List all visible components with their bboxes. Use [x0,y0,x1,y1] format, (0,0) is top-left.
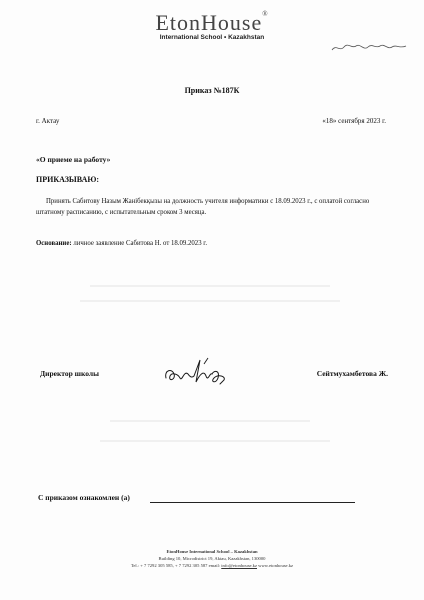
registered-mark: ® [262,10,269,18]
acknowledgment-signature-line [150,502,355,503]
scan-artifact [100,440,330,442]
footer-email: info@etonhouse.kz [221,563,258,568]
footer-phones: Tel.: + 7 7292 305 585, + 7 7292 305 587 email: [130,563,222,568]
school-logo [0,10,424,41]
footer-school-name: EtonHouse International School – Kazakhstan [166,549,258,554]
page-footer [0,548,424,569]
footer-contacts [0,562,424,569]
scan-artifact [110,420,310,422]
director-label: Директор школы [40,369,99,378]
order-city: г. Актау [36,117,60,125]
order-title: Приказ №187К [184,86,240,95]
handwritten-note [330,40,410,56]
logo-subtitle: International School • Kazakhstan [159,34,265,41]
order-basis [36,240,207,247]
order-body: Принять Сабитову Назым Жанібекқызы на должность учителя информатики с 18.09.2023 г., с оплатой согласно штатному расписанию, с испытательным сроком 3 месяца. [36,198,370,216]
footer-address: Building 10, Microdistrict 19, Aktau, Kazakhstan, 130000 [158,556,266,561]
order-subject: «О приеме на работу» [36,155,111,164]
order-date: «18» сентября 2023 г. [322,117,386,125]
acknowledgment-label: С приказом ознакомлен (а) [38,493,130,502]
scan-artifact [80,300,340,302]
orders-heading: ПРИКАЗЫВАЮ: [36,175,100,184]
director-signature [160,352,240,392]
logo-wordmark: EtonHouse [155,10,263,35]
director-name: Сейтмухамбетова Ж. [316,369,388,378]
footer-website: www.etonhouse.kz [257,563,294,568]
scan-artifact [90,285,330,287]
basis-label: Основание: [36,240,72,247]
basis-text: личное заявление Сабитова Н. от 18.09.2023 г. [71,240,208,247]
